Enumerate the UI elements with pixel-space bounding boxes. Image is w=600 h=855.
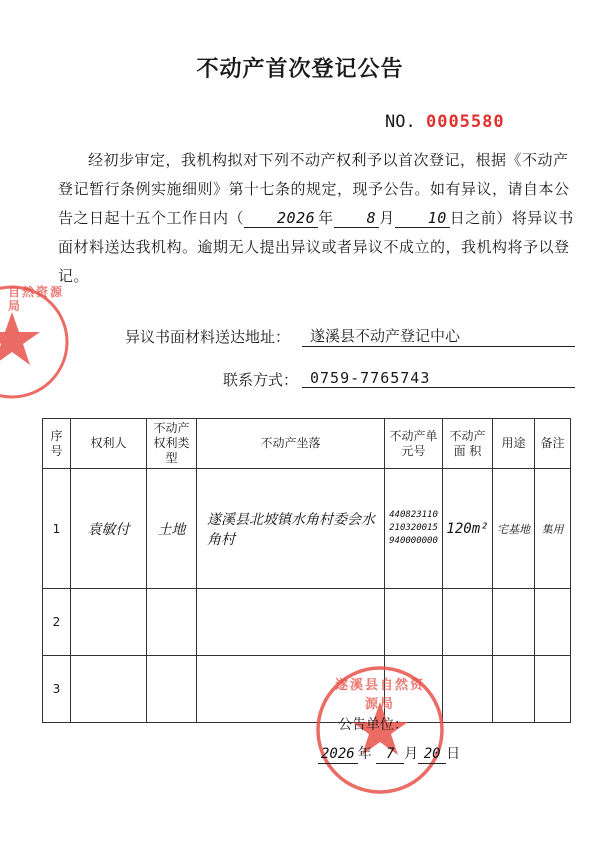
sign-day: 20	[418, 745, 446, 764]
signature-date	[318, 743, 460, 764]
table-row	[43, 589, 571, 656]
sign-month-unit: 月	[404, 746, 419, 762]
table-row	[43, 656, 571, 723]
cell-type: 土地	[147, 469, 197, 589]
body-text-2: 日之前）将异议书面材料送达我机构。逾期无人提出异议或者异议不成立的，我机构将予以登记。	[58, 209, 574, 285]
cell-no: 1	[43, 469, 71, 589]
page-title: 不动产首次登记公告	[196, 57, 404, 82]
official-seal-text: 遂溪县自然资源局	[334, 678, 425, 712]
contact-value: 0759-7765743	[302, 369, 575, 388]
cell-location: 遂溪县北坡镇水角村委会水角村	[197, 469, 385, 589]
notice-body	[58, 146, 578, 291]
cell-no: 3	[43, 656, 71, 723]
notice-number	[385, 112, 505, 132]
cell-location	[197, 589, 385, 656]
deadline-year-unit: 年	[318, 209, 334, 227]
table-row	[43, 469, 571, 589]
sign-month: 7	[376, 745, 404, 764]
cell-area	[443, 589, 493, 656]
header-use: 用途	[493, 419, 535, 469]
cell-area: 120m²	[443, 469, 493, 589]
sign-day-unit: 日	[446, 746, 461, 762]
header-type: 不动产权利类型	[147, 419, 197, 469]
cell-note: 集用	[535, 469, 571, 589]
sign-year: 2026	[318, 745, 358, 764]
cell-note	[535, 656, 571, 723]
cell-owner	[71, 656, 147, 723]
body-text-1: 经初步审定，我机构拟对下列不动产权利予以首次登记，根据《不动产登记暂行条例实施细则》第十七条的规定，现予公告。如有异议，请自本公告之日起十五个工作日内（	[58, 151, 570, 227]
deadline-month-unit: 月	[379, 209, 395, 227]
signature-label: 公告单位：	[338, 717, 408, 733]
deadline-day: 10	[395, 209, 450, 228]
header-unit: 不动产单元号	[385, 419, 443, 469]
cell-area	[443, 656, 493, 723]
left-seal-text: 自然资源局	[8, 285, 65, 313]
cell-unit: 440823110210320015940000000	[385, 469, 443, 589]
address-label: 异议书面材料送达地址：	[125, 328, 291, 346]
sign-year-unit: 年	[357, 746, 372, 762]
cell-type	[147, 656, 197, 723]
header-area: 不动产面 积	[443, 419, 493, 469]
header-no: 序号	[43, 419, 71, 469]
notice-number-prefix: NO.	[385, 112, 416, 132]
cell-use	[493, 656, 535, 723]
cell-type	[147, 589, 197, 656]
cell-note	[535, 589, 571, 656]
header-owner: 权利人	[71, 419, 147, 469]
cell-owner	[71, 589, 147, 656]
cell-no: 2	[43, 589, 71, 656]
cell-use	[493, 589, 535, 656]
deadline-year: 2026	[244, 209, 318, 228]
table-header-row	[43, 419, 571, 469]
deadline-month: 8	[334, 209, 380, 228]
cell-unit	[385, 589, 443, 656]
address-value: 遂溪县不动产登记中心	[302, 325, 575, 347]
contact-label: 联系方式：	[223, 371, 299, 389]
header-location: 不动产坐落	[197, 419, 385, 469]
notice-number-value: 0005580	[425, 112, 505, 132]
cell-owner: 袁敏付	[71, 469, 147, 589]
header-note: 备注	[535, 419, 571, 469]
cell-use: 宅基地	[493, 469, 535, 589]
registration-table	[42, 418, 571, 723]
